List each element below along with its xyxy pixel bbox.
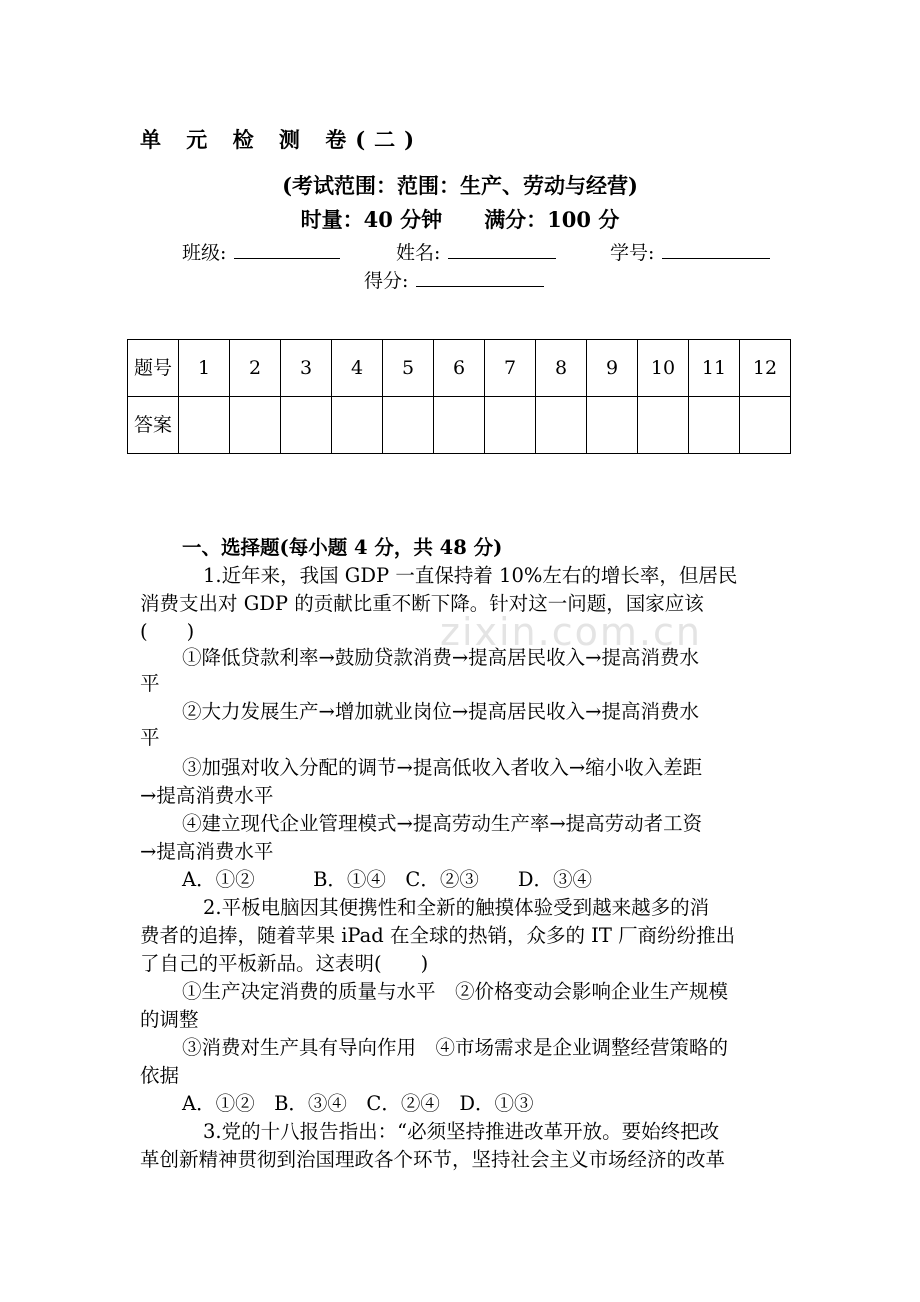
student-id-field bbox=[610, 238, 770, 265]
question-number-header: 题号 bbox=[128, 340, 179, 397]
answer-header: 答案 bbox=[128, 397, 179, 454]
q1-option-1: ①降低贷款利率→鼓励贷款消费→提高居民收入→提高消费水 bbox=[182, 646, 700, 669]
exam-time-score bbox=[0, 204, 920, 234]
q2-options-3-4: ③消费对生产具有导向作用 ④市场需求是企业调整经营策略的 bbox=[182, 1036, 729, 1059]
score-label: 得分: bbox=[364, 270, 409, 292]
student-id-label: 学号: bbox=[610, 242, 655, 264]
q1-stem-line-3: ( ) bbox=[140, 620, 195, 643]
answer-cell[interactable] bbox=[689, 397, 740, 454]
exam-full-score: 满分：100 分 bbox=[484, 207, 620, 232]
answer-cell[interactable] bbox=[332, 397, 383, 454]
exam-scope: (考试范围：范围：生产、劳动与经营) bbox=[282, 173, 638, 198]
answer-cell[interactable] bbox=[179, 397, 230, 454]
class-label: 班级: bbox=[182, 242, 227, 264]
score-field bbox=[364, 266, 544, 293]
q1-option-3-cont: →提高消费水平 bbox=[140, 784, 274, 807]
question-number-cell: 1 bbox=[179, 340, 230, 397]
q2-stem-line-2: 费者的追捧，随着苹果 iPad 在全球的热销，众多的 IT 厂商纷纷推出 bbox=[140, 924, 736, 947]
q2-stem-line-3: 了自己的平板新品。这表明( ) bbox=[140, 952, 429, 975]
question-number-cell: 2 bbox=[230, 340, 281, 397]
q1-stem-line-1: 1.近年来，我国 GDP 一直保持着 10%左右的增长率，但居民 bbox=[203, 564, 738, 587]
page-title: 单 元 检 测 卷(二) bbox=[140, 127, 424, 152]
question-number-cell: 11 bbox=[689, 340, 740, 397]
student-id-blank[interactable] bbox=[662, 240, 770, 259]
question-number-cell: 8 bbox=[536, 340, 587, 397]
answer-cell[interactable] bbox=[230, 397, 281, 454]
question-number-cell: 6 bbox=[434, 340, 485, 397]
answer-cell[interactable] bbox=[740, 397, 791, 454]
question-number-row bbox=[128, 340, 791, 397]
q2-options-1-2-cont: 的调整 bbox=[140, 1008, 199, 1031]
question-number-cell: 10 bbox=[638, 340, 689, 397]
name-blank[interactable] bbox=[448, 240, 556, 259]
q3-stem-line-1: 3.党的十八报告指出：“必须坚持推进改革开放。要始终把改 bbox=[203, 1120, 720, 1143]
answer-cell[interactable] bbox=[281, 397, 332, 454]
name-field bbox=[396, 238, 556, 265]
answer-row bbox=[128, 397, 791, 454]
question-number-cell: 7 bbox=[485, 340, 536, 397]
q3-stem-line-2: 革创新精神贯彻到治国理政各个环节，坚持社会主义市场经济的改革 bbox=[140, 1148, 726, 1171]
q1-option-2: ②大力发展生产→增加就业岗位→提高居民收入→提高消费水 bbox=[182, 700, 700, 723]
q2-stem-line-1: 2.平板电脑因其便携性和全新的触摸体验受到越来越多的消 bbox=[203, 896, 710, 919]
question-number-cell: 3 bbox=[281, 340, 332, 397]
answer-cell[interactable] bbox=[383, 397, 434, 454]
q2-choices: A．①② B．③④ C．②④ D．①③ bbox=[182, 1092, 534, 1115]
answer-cell[interactable] bbox=[434, 397, 485, 454]
q1-option-4: ④建立现代企业管理模式→提高劳动生产率→提高劳动者工资 bbox=[182, 812, 703, 835]
class-field bbox=[182, 238, 340, 265]
class-blank[interactable] bbox=[234, 240, 340, 259]
watermark: zixin.com.cn bbox=[440, 610, 702, 654]
q1-option-2-cont: 平 bbox=[140, 726, 160, 749]
question-number-cell: 5 bbox=[383, 340, 434, 397]
q1-option-4-cont: →提高消费水平 bbox=[140, 840, 274, 863]
score-blank[interactable] bbox=[416, 268, 544, 287]
answer-table bbox=[127, 339, 791, 454]
question-number-cell: 9 bbox=[587, 340, 638, 397]
section-heading: 一、选择题(每小题 4 分，共 48 分) bbox=[182, 536, 503, 559]
answer-cell[interactable] bbox=[638, 397, 689, 454]
answer-cell[interactable] bbox=[587, 397, 638, 454]
answer-cell[interactable] bbox=[536, 397, 587, 454]
answer-cell[interactable] bbox=[485, 397, 536, 454]
q2-options-3-4-cont: 依据 bbox=[140, 1064, 180, 1087]
q1-option-1-cont: 平 bbox=[140, 672, 160, 695]
q1-choices: A．①② B．①④ C．②③ D．③④ bbox=[182, 868, 592, 891]
name-label: 姓名: bbox=[396, 242, 441, 264]
q2-options-1-2: ①生产决定消费的质量与水平 ②价格变动会影响企业生产规模 bbox=[182, 980, 729, 1003]
exam-time: 时量：40 分钟 bbox=[300, 207, 443, 232]
question-number-cell: 12 bbox=[740, 340, 791, 397]
q1-stem-line-2: 消费支出对 GDP 的贡献比重不断下降。针对这一问题，国家应该 bbox=[140, 592, 704, 615]
question-number-cell: 4 bbox=[332, 340, 383, 397]
q1-option-3: ③加强对收入分配的调节→提高低收入者收入→缩小收入差距 bbox=[182, 756, 703, 779]
